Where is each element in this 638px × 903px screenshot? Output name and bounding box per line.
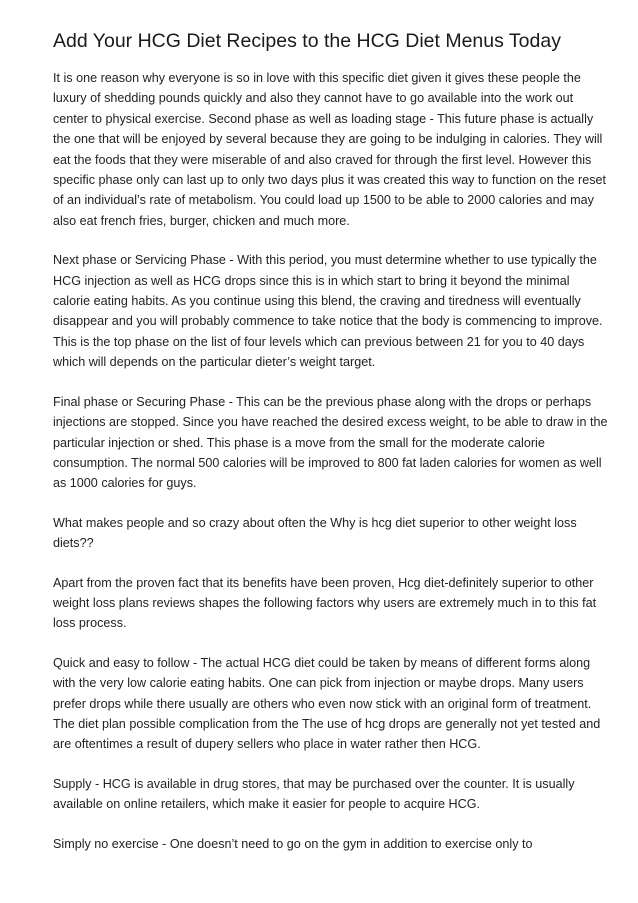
paragraph-8: Simply no exercise - One doesn’t need to go on the gym in addition to exercise only to bbox=[53, 836, 533, 851]
paragraph-2: Next phase or Servicing Phase - With this period, you must determine whether to use typically the HCG injection as well as HCG drops since this is in which start to bring it beyond the minimal calorie eating habits. As you continue using this blend, the craving and tiredness will eventually disappear and you will probably commence to take notice that the body is commencing to improve. This is the top phase on the list of four levels which can previous between 21 for you to 40 days which will depends on the particular dieter’s weight target. bbox=[53, 253, 603, 370]
paragraph-1: It is one reason why everyone is so in love with this specific diet given it gives these people the luxury of shedding pounds quickly and also they cannot have to go available into the work out center to physical exercise. Second phase as well as loading stage - This future phase is actually the one that will be enjoyed by several because they are going to be indulging in calories. They will eat the foods that they were miserable of and also craved for through the first level. However this specific phase only can last up to only two days plus it was created this way to function on the reset of an individual’s rate of metabolism. You could load up 1500 to be able to 2000 calories and may also eat french fries, burger, chicken and much more. bbox=[53, 71, 607, 228]
paragraph-4: What makes people and so crazy about often the Why is hcg diet superior to other weight loss diets?? bbox=[53, 515, 577, 551]
paragraph-3: Final phase or Securing Phase - This can be the previous phase along with the drops or perhaps injections are stopped. Since you have reached the desired excess weight, to be able to draw in the particular injection or shed. This phase is a move from the small for the moderate calorie consumption. The normal 500 calories will be improved to 800 fat laden calories for women as well as 1000 calories for guys. bbox=[53, 394, 608, 491]
paragraph-7: Supply - HCG is available in drug stores, that may be purchased over the counter. It is usually available on online retailers, which make it easier for people to acquire HCG. bbox=[53, 776, 575, 812]
paragraph-5: Apart from the proven fact that its benefits have been proven, Hcg diet-definitely superior to other weight loss plans reviews shapes the following factors why users are extremely much in to this fat loss process. bbox=[53, 575, 597, 631]
page-title: Add Your HCG Diet Recipes to the HCG Diet Menus Today bbox=[53, 30, 561, 52]
paragraph-6: Quick and easy to follow - The actual HCG diet could be taken by means of different forms along with the very low calorie eating habits. One can pick from injection or maybe drops. Many users prefer drops while there usually are others who even now stick with an original form of treatment. The diet plan possible complication from the The use of hcg drops are generally not yet tested and are oftentimes a result of dupery sellers who place in water rather then HCG. bbox=[53, 655, 601, 752]
